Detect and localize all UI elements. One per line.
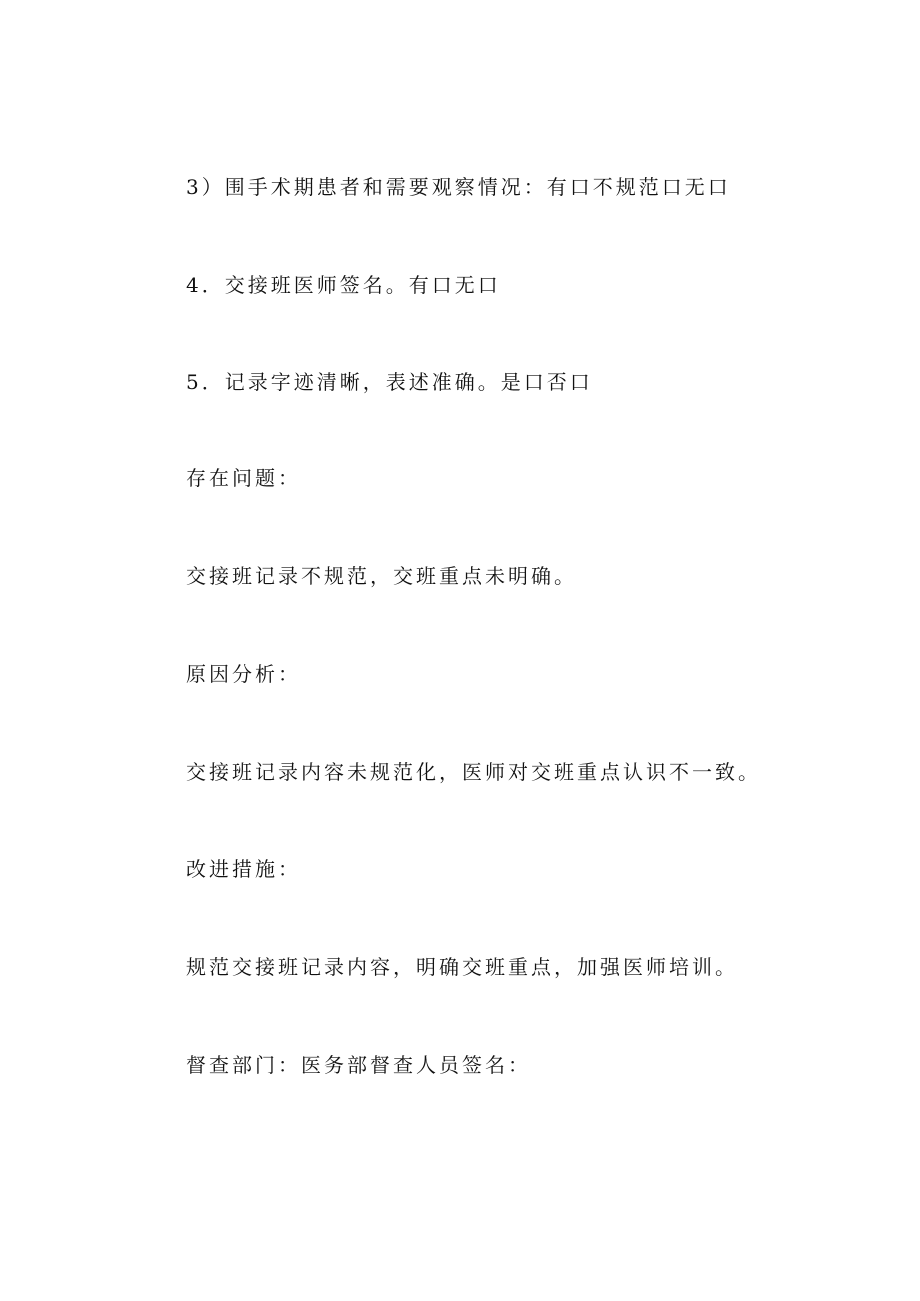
checklist-item-perioperative: 3）围手术期患者和需要观察情况：有口不规范口无口 bbox=[186, 175, 731, 199]
supervision-signature-line: 督查部门：医务部督查人员签名： bbox=[186, 1053, 531, 1077]
analysis-text: 交接班记录内容未规范化，医师对交班重点认识不一致。 bbox=[186, 760, 761, 784]
measures-text: 规范交接班记录内容，明确交班重点，加强医师培训。 bbox=[186, 955, 738, 979]
section-heading-analysis: 原因分析： bbox=[186, 662, 301, 686]
section-heading-measures: 改进措施： bbox=[186, 857, 301, 881]
problems-text: 交接班记录不规范，交班重点未明确。 bbox=[186, 564, 577, 588]
checklist-item-signature: 4．交接班医师签名。有口无口 bbox=[186, 273, 501, 297]
section-heading-problems: 存在问题： bbox=[186, 466, 301, 490]
checklist-item-handwriting: 5．记录字迹清晰，表述准确。是口否口 bbox=[186, 370, 593, 394]
